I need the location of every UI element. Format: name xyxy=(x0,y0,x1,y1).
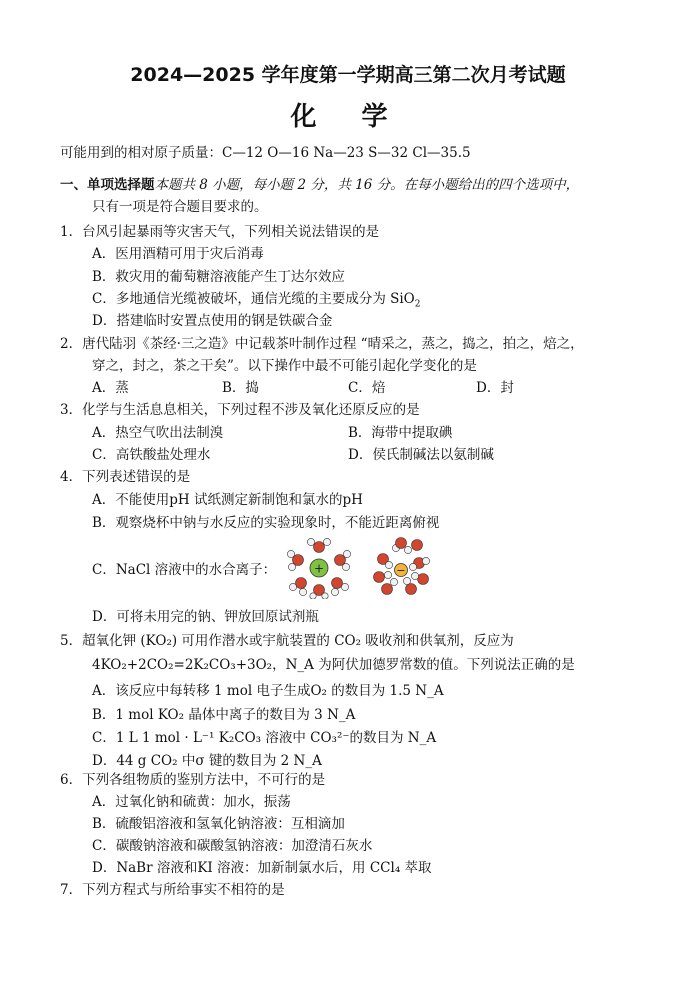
q2-stem-2: 穿之，封之，茶之干矣”。以下操作中最不可能引起化学变化的是 xyxy=(92,358,477,374)
hydrated-anion xyxy=(374,538,430,595)
q6-stem: 6．下列各组物质的鉴别方法中，不可行的是 xyxy=(60,772,326,788)
section-heading: 一、单项选择题 xyxy=(60,177,155,193)
q5-option-b: B．1 mol KO₂ 晶体中离子的数目为 3 N_A xyxy=(92,707,356,723)
q5-stem-rest: N_A 为阿伏加德罗常数的值。下列说法正确的是 xyxy=(285,657,575,673)
q4-option-a: A．不能使用pH 试纸测定新制饱和氯水的pH xyxy=(92,492,363,508)
q4-option-d: D．可将未用完的钠、钾放回原试剂瓶 xyxy=(92,609,319,625)
hydrated-cation xyxy=(287,538,350,599)
q3-option-b: B．海带中提取碘 xyxy=(348,425,453,441)
q6-option-d: D．NaBr 溶液和KI 溶液：加新制氯水后，用 CCl₄ 萃取 xyxy=(92,860,432,876)
q4-option-c: C．NaCl 溶液中的水合离子： xyxy=(92,562,277,578)
q4-stem: 4．下列表述错误的是 xyxy=(60,469,191,485)
q1-option-c: C．多地通信光缆被破坏，通信光缆的主要成分为 SiO$_2$ xyxy=(92,291,421,310)
q3-option-c: C．高铁酸盐处理水 xyxy=(92,447,211,463)
svg-text:+: + xyxy=(313,561,325,576)
q5-stem-2 xyxy=(92,656,575,674)
q6-option-b: B．硫酸铝溶液和氢氧化钠溶液：互相滴加 xyxy=(92,816,345,832)
q3-stem: 3．化学与生活息息相关，下列过程不涉及氧化还原反应的是 xyxy=(60,402,420,418)
q5-option-d: D．44 g CO₂ 中σ 键的数目为 2 N_A xyxy=(92,753,322,769)
q1-option-b: B．救灾用的葡萄糖溶液能产生丁达尔效应 xyxy=(92,269,345,285)
q2-option-d: D．封 xyxy=(476,380,514,396)
q2-option-b: B．捣 xyxy=(222,380,259,396)
svg-text:−: − xyxy=(396,564,406,577)
q1-option-d: D．搭建临时安置点使用的钢是铁碳合金 xyxy=(92,313,333,329)
q5-stem-1: 5．超氧化钾 (KO₂) 可用作潜水或宇航装置的 CO₂ 吸收剂和供氧剂，反应为 xyxy=(60,633,514,649)
q2-stem-1: 2．唐代陆羽《茶经·三之造》中记载茶叶制作过程 “晴采之，蒸之，捣之，拍之，焙之， xyxy=(60,336,584,352)
section-heading-line xyxy=(60,176,579,194)
q2-option-c: C．焙 xyxy=(348,380,386,396)
q5-option-a: A．该反应中每转移 1 mol 电子生成O₂ 的数目为 1.5 N_A xyxy=(92,683,444,699)
exam-title: 2024—2025 学年度第一学期高三第二次月考试题 xyxy=(130,64,566,86)
q3-option-a: A．热空气吹出法制溴 xyxy=(92,425,224,441)
subject-title: 化 学 xyxy=(290,102,406,132)
q7-stem: 7．下列方程式与所给事实不相符的是 xyxy=(60,882,285,898)
hydrated-ions-figure xyxy=(283,537,443,599)
q3-option-d: D．侯氏制碱法以氨制碱 xyxy=(348,447,494,463)
q1-stem: 1．台风引起暴雨等灾害天气，下列相关说法错误的是 xyxy=(60,224,380,240)
section-desc-2: 只有一项是符合题目要求的。 xyxy=(92,199,268,215)
q4-option-b: B．观察烧杯中钠与水反应的实验现象时，不能近距离俯视 xyxy=(92,515,440,531)
atomic-masses: 可能用到的相对原子质量：C—12 O—16 Na—23 S—32 Cl—35.5 xyxy=(60,145,471,161)
q5-equation: 4KO₂+2CO₂=2K₂CO₃+3O₂， xyxy=(92,657,286,673)
section-desc-1: 本题共 8 小题，每小题 2 分，共 16 分。在每小题给出的四个选项中， xyxy=(154,177,580,193)
q6-option-a: A．过氧化钠和硫黄：加水，振荡 xyxy=(92,794,291,810)
q5-option-c: C．1 L 1 mol · L⁻¹ K₂CO₃ 溶液中 CO₃²⁻的数目为 N_A xyxy=(92,730,437,746)
q2-option-a: A．蒸 xyxy=(92,380,129,396)
q1-option-a: A．医用酒精可用于灾后消毒 xyxy=(92,246,264,262)
q6-option-c: C．碳酸钠溶液和碳酸氢钠溶液：加澄清石灰水 xyxy=(92,838,373,854)
